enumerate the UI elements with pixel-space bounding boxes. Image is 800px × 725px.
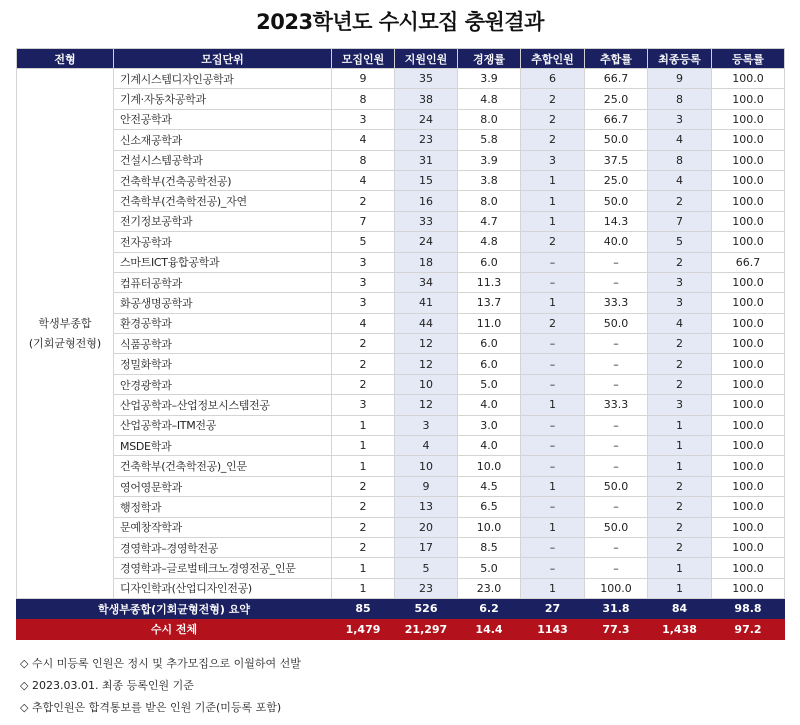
notes: [20, 653, 301, 719]
table-cell: 100.0: [712, 456, 785, 476]
total-cell: 21,297: [395, 619, 458, 640]
table-cell: 100.0: [712, 130, 785, 150]
table-cell: 1: [521, 293, 585, 313]
table-body: [17, 69, 785, 599]
table-cell: 4: [648, 170, 712, 190]
table-cell: 3.9: [458, 150, 521, 170]
table-cell: –: [521, 497, 585, 517]
table-cell: 4: [648, 313, 712, 333]
table-cell: 3: [521, 150, 585, 170]
col-header: 전형: [17, 49, 114, 69]
table-cell: –: [521, 558, 585, 578]
table-cell: 4.7: [458, 211, 521, 231]
table-cell: 50.0: [585, 130, 648, 150]
department-cell: 건축학부(건축학전공)_인문: [114, 456, 332, 476]
table-cell: 10.0: [458, 517, 521, 537]
table-cell: –: [585, 436, 648, 456]
table-cell: 2: [648, 354, 712, 374]
table-cell: 1: [521, 211, 585, 231]
table-cell: 25.0: [585, 89, 648, 109]
table-cell: 20: [395, 517, 458, 537]
table-cell: 100.0: [712, 272, 785, 292]
total-cell: 77.3: [585, 619, 648, 640]
table-cell: 100.0: [712, 109, 785, 129]
table-row: [17, 191, 785, 211]
results-table: [16, 48, 785, 640]
table-cell: 100.0: [712, 578, 785, 598]
table-cell: 4: [648, 130, 712, 150]
table-cell: 1: [332, 558, 395, 578]
table-row: [17, 272, 785, 292]
table-cell: 1: [648, 456, 712, 476]
table-cell: 8: [648, 89, 712, 109]
table-cell: 100.0: [712, 313, 785, 333]
table-cell: 100.0: [712, 89, 785, 109]
table-cell: 1: [332, 578, 395, 598]
table-cell: –: [521, 415, 585, 435]
department-cell: 산업공학과–산업정보시스템전공: [114, 395, 332, 415]
table-cell: 3: [332, 252, 395, 272]
table-cell: 13: [395, 497, 458, 517]
table-cell: 12: [395, 354, 458, 374]
table-cell: 6.0: [458, 354, 521, 374]
table-cell: 3: [332, 109, 395, 129]
summary-row: [17, 599, 785, 619]
table-cell: 2: [521, 232, 585, 252]
table-cell: –: [521, 252, 585, 272]
summary-cell: 27: [521, 599, 585, 619]
table-cell: 33.3: [585, 293, 648, 313]
table-cell: 4.0: [458, 436, 521, 456]
table-cell: 4.5: [458, 476, 521, 496]
col-header: 추합률: [585, 49, 648, 69]
table-cell: 3: [648, 395, 712, 415]
table-cell: 18: [395, 252, 458, 272]
note-item: ◇ 추합인원은 합격통보를 받은 인원 기준(미등록 포함): [20, 701, 282, 714]
table-cell: 1: [521, 395, 585, 415]
table-cell: 3: [332, 395, 395, 415]
summary-cell: 98.8: [712, 599, 785, 619]
summary-cell: 85: [332, 599, 395, 619]
summary-cell: 6.2: [458, 599, 521, 619]
table-cell: 66.7: [712, 252, 785, 272]
table-cell: –: [585, 334, 648, 354]
table-cell: 6: [521, 69, 585, 89]
department-cell: 경영학과–경영학전공: [114, 537, 332, 557]
table-cell: 2: [332, 334, 395, 354]
admission-type-line: 학생부종합: [38, 316, 92, 330]
table-cell: 3: [648, 272, 712, 292]
table-cell: 2: [521, 89, 585, 109]
table-cell: 66.7: [585, 69, 648, 89]
table-cell: 3: [648, 293, 712, 313]
table-cell: –: [521, 537, 585, 557]
table-row: [17, 558, 785, 578]
department-cell: 경영학과–글로벌테크노경영전공_인문: [114, 558, 332, 578]
table-cell: –: [585, 272, 648, 292]
department-cell: 영어영문학과: [114, 476, 332, 496]
table-cell: 4: [332, 170, 395, 190]
table-cell: 8: [332, 150, 395, 170]
table-cell: 2: [648, 191, 712, 211]
table-cell: 1: [521, 517, 585, 537]
table-row: [17, 354, 785, 374]
table-cell: –: [521, 354, 585, 374]
table-cell: 100.0: [712, 69, 785, 89]
table-cell: 6.0: [458, 334, 521, 354]
department-cell: 전자공학과: [114, 232, 332, 252]
total-label: 수시 전체: [17, 619, 332, 640]
table-row: [17, 313, 785, 333]
table-cell: 100.0: [712, 436, 785, 456]
table-cell: 38: [395, 89, 458, 109]
table-row: [17, 476, 785, 496]
table-cell: 33: [395, 211, 458, 231]
table-row: [17, 578, 785, 598]
table-cell: 50.0: [585, 191, 648, 211]
table-cell: 10.0: [458, 456, 521, 476]
table-cell: 100.0: [712, 395, 785, 415]
department-cell: 디자인학과(산업디자인전공): [114, 578, 332, 598]
table-row: [17, 109, 785, 129]
table-cell: 2: [332, 374, 395, 394]
table-cell: 1: [648, 436, 712, 456]
table-cell: 23: [395, 130, 458, 150]
table-cell: 1: [648, 415, 712, 435]
col-header: 추합인원: [521, 49, 585, 69]
table-cell: –: [585, 415, 648, 435]
table-row: [17, 517, 785, 537]
table-cell: 5.8: [458, 130, 521, 150]
table-cell: –: [585, 252, 648, 272]
table-row: [17, 89, 785, 109]
table-cell: –: [585, 537, 648, 557]
table-cell: 37.5: [585, 150, 648, 170]
table-cell: 1: [332, 415, 395, 435]
table-cell: 9: [332, 69, 395, 89]
table-cell: –: [585, 354, 648, 374]
table-cell: 1: [648, 578, 712, 598]
table-cell: 2: [648, 334, 712, 354]
department-cell: 행정학과: [114, 497, 332, 517]
table-cell: 4.8: [458, 89, 521, 109]
table-cell: 31: [395, 150, 458, 170]
table-cell: 1: [332, 456, 395, 476]
table-cell: 100.0: [712, 537, 785, 557]
table-row: [17, 334, 785, 354]
table-cell: 100.0: [712, 374, 785, 394]
table-cell: 4: [332, 313, 395, 333]
table-cell: 11.3: [458, 272, 521, 292]
table-row: [17, 415, 785, 435]
table-cell: 23.0: [458, 578, 521, 598]
table-cell: 3.8: [458, 170, 521, 190]
table-row: [17, 150, 785, 170]
table-cell: 2: [648, 476, 712, 496]
table-cell: 9: [395, 476, 458, 496]
table-cell: 40.0: [585, 232, 648, 252]
department-cell: 컴퓨터공학과: [114, 272, 332, 292]
total-row: [17, 619, 785, 640]
table-cell: 2: [332, 354, 395, 374]
table-cell: –: [585, 558, 648, 578]
table-cell: 2: [648, 374, 712, 394]
table-row: [17, 395, 785, 415]
col-header: 최종등록: [648, 49, 712, 69]
total-cell: 14.4: [458, 619, 521, 640]
table-cell: 4: [395, 436, 458, 456]
table-row: [17, 456, 785, 476]
table-cell: 25.0: [585, 170, 648, 190]
summary-cell: 526: [395, 599, 458, 619]
department-cell: 스마트ICT융합공학과: [114, 252, 332, 272]
table-cell: –: [521, 272, 585, 292]
table-row: [17, 170, 785, 190]
table-cell: 66.7: [585, 109, 648, 129]
col-header: 지원인원: [395, 49, 458, 69]
header-row: [17, 49, 785, 69]
table-cell: 100.0: [712, 232, 785, 252]
department-cell: 건설시스템공학과: [114, 150, 332, 170]
table-cell: 7: [648, 211, 712, 231]
table-cell: 24: [395, 109, 458, 129]
table-cell: 6.5: [458, 497, 521, 517]
table-cell: 1: [648, 558, 712, 578]
table-cell: 2: [332, 517, 395, 537]
table-row: [17, 252, 785, 272]
table-cell: 2: [332, 191, 395, 211]
table-cell: 41: [395, 293, 458, 313]
table-cell: 2: [648, 497, 712, 517]
department-cell: 건축학부(건축학전공)_자연: [114, 191, 332, 211]
table-row: [17, 537, 785, 557]
table-cell: 100.0: [712, 354, 785, 374]
department-cell: 전기정보공학과: [114, 211, 332, 231]
table-cell: 50.0: [585, 517, 648, 537]
note-item: ◇ 수시 미등록 인원은 정시 및 추가모집으로 이월하여 선발: [20, 657, 301, 670]
table-cell: 8.0: [458, 109, 521, 129]
admission-type-line: (기회균형전형): [28, 336, 102, 350]
department-cell: 기계시스템디자인공학과: [114, 69, 332, 89]
table-cell: 2: [521, 109, 585, 129]
table-cell: 8: [332, 89, 395, 109]
total-cell: 1143: [521, 619, 585, 640]
table-cell: –: [585, 456, 648, 476]
table-cell: –: [585, 497, 648, 517]
table-row: [17, 374, 785, 394]
summary-cell: 84: [648, 599, 712, 619]
department-cell: 산업공학과–ITM전공: [114, 415, 332, 435]
table-cell: 100.0: [712, 497, 785, 517]
table-cell: 5.0: [458, 374, 521, 394]
table-cell: 3: [648, 109, 712, 129]
table-cell: 2: [648, 537, 712, 557]
table-cell: 5: [395, 558, 458, 578]
table-cell: 35: [395, 69, 458, 89]
table-cell: 100.0: [712, 211, 785, 231]
table-cell: 100.0: [712, 558, 785, 578]
table-cell: 14.3: [585, 211, 648, 231]
table-cell: 1: [521, 191, 585, 211]
department-cell: 안전공학과: [114, 109, 332, 129]
table-cell: 3: [332, 272, 395, 292]
page-title: 2023학년도 수시모집 충원결과: [256, 10, 544, 34]
table-row: [17, 436, 785, 456]
table-cell: –: [521, 334, 585, 354]
table-row: [17, 130, 785, 150]
department-cell: 정밀화학과: [114, 354, 332, 374]
table-cell: 4: [332, 130, 395, 150]
table-cell: 33.3: [585, 395, 648, 415]
table-cell: 2: [332, 537, 395, 557]
table-cell: 5: [332, 232, 395, 252]
table-cell: 3.9: [458, 69, 521, 89]
table-cell: 34: [395, 272, 458, 292]
table-cell: 44: [395, 313, 458, 333]
col-header: 등록률: [712, 49, 785, 69]
table-cell: 5.0: [458, 558, 521, 578]
table-cell: 100.0: [712, 191, 785, 211]
department-cell: 문예창작학과: [114, 517, 332, 537]
department-cell: 환경공학과: [114, 313, 332, 333]
table-cell: 4.0: [458, 395, 521, 415]
table-cell: –: [521, 374, 585, 394]
table-cell: 8.0: [458, 191, 521, 211]
table-cell: 23: [395, 578, 458, 598]
table-cell: 3: [395, 415, 458, 435]
table-cell: 6.0: [458, 252, 521, 272]
table-cell: 11.0: [458, 313, 521, 333]
table-cell: 1: [521, 476, 585, 496]
table-cell: 24: [395, 232, 458, 252]
table-cell: 100.0: [585, 578, 648, 598]
table-cell: 2: [332, 476, 395, 496]
table-cell: 50.0: [585, 476, 648, 496]
table-cell: 4.8: [458, 232, 521, 252]
table-cell: 13.7: [458, 293, 521, 313]
table-cell: 2: [648, 517, 712, 537]
table-row: [17, 293, 785, 313]
department-cell: 건축학부(건축공학전공): [114, 170, 332, 190]
table-row: [17, 69, 785, 89]
table-cell: 1: [521, 578, 585, 598]
col-header: 모집단위: [114, 49, 332, 69]
table-row: [17, 497, 785, 517]
department-cell: 안경광학과: [114, 374, 332, 394]
total-cell: 1,479: [332, 619, 395, 640]
table-cell: 7: [332, 211, 395, 231]
table-cell: 100.0: [712, 415, 785, 435]
department-cell: 신소재공학과: [114, 130, 332, 150]
table-row: [17, 211, 785, 231]
department-cell: MSDE학과: [114, 436, 332, 456]
table-cell: 100.0: [712, 293, 785, 313]
department-cell: 기계·자동차공학과: [114, 89, 332, 109]
col-header: 경쟁률: [458, 49, 521, 69]
table-cell: 3.0: [458, 415, 521, 435]
table-cell: 2: [648, 252, 712, 272]
table-cell: 100.0: [712, 334, 785, 354]
total-cell: 1,438: [648, 619, 712, 640]
summary-cell: 31.8: [585, 599, 648, 619]
col-header: 모집인원: [332, 49, 395, 69]
table-cell: 16: [395, 191, 458, 211]
note-item: ◇ 2023.03.01. 최종 등록인원 기준: [20, 679, 194, 692]
table-cell: 1: [521, 170, 585, 190]
admission-type-cell: [17, 69, 114, 599]
table-cell: 3: [332, 293, 395, 313]
table-cell: 12: [395, 334, 458, 354]
department-cell: 식품공학과: [114, 334, 332, 354]
table-cell: 1: [332, 436, 395, 456]
table-cell: 15: [395, 170, 458, 190]
total-cell: 97.2: [712, 619, 785, 640]
table-cell: –: [521, 436, 585, 456]
table-cell: –: [585, 374, 648, 394]
table-cell: 9: [648, 69, 712, 89]
table-cell: 12: [395, 395, 458, 415]
table-cell: 100.0: [712, 476, 785, 496]
table-cell: 2: [332, 497, 395, 517]
department-cell: 화공생명공학과: [114, 293, 332, 313]
table-row: [17, 232, 785, 252]
table-cell: 17: [395, 537, 458, 557]
table-cell: 2: [521, 130, 585, 150]
table-cell: 8.5: [458, 537, 521, 557]
summary-label: 학생부종합(기회균형전형) 요약: [17, 599, 332, 619]
table-cell: 100.0: [712, 150, 785, 170]
table-cell: –: [521, 456, 585, 476]
table-cell: 100.0: [712, 170, 785, 190]
table-cell: 10: [395, 374, 458, 394]
table-cell: 100.0: [712, 517, 785, 537]
table-cell: 10: [395, 456, 458, 476]
table-cell: 50.0: [585, 313, 648, 333]
table-cell: 8: [648, 150, 712, 170]
table-cell: 2: [521, 313, 585, 333]
table-cell: 5: [648, 232, 712, 252]
